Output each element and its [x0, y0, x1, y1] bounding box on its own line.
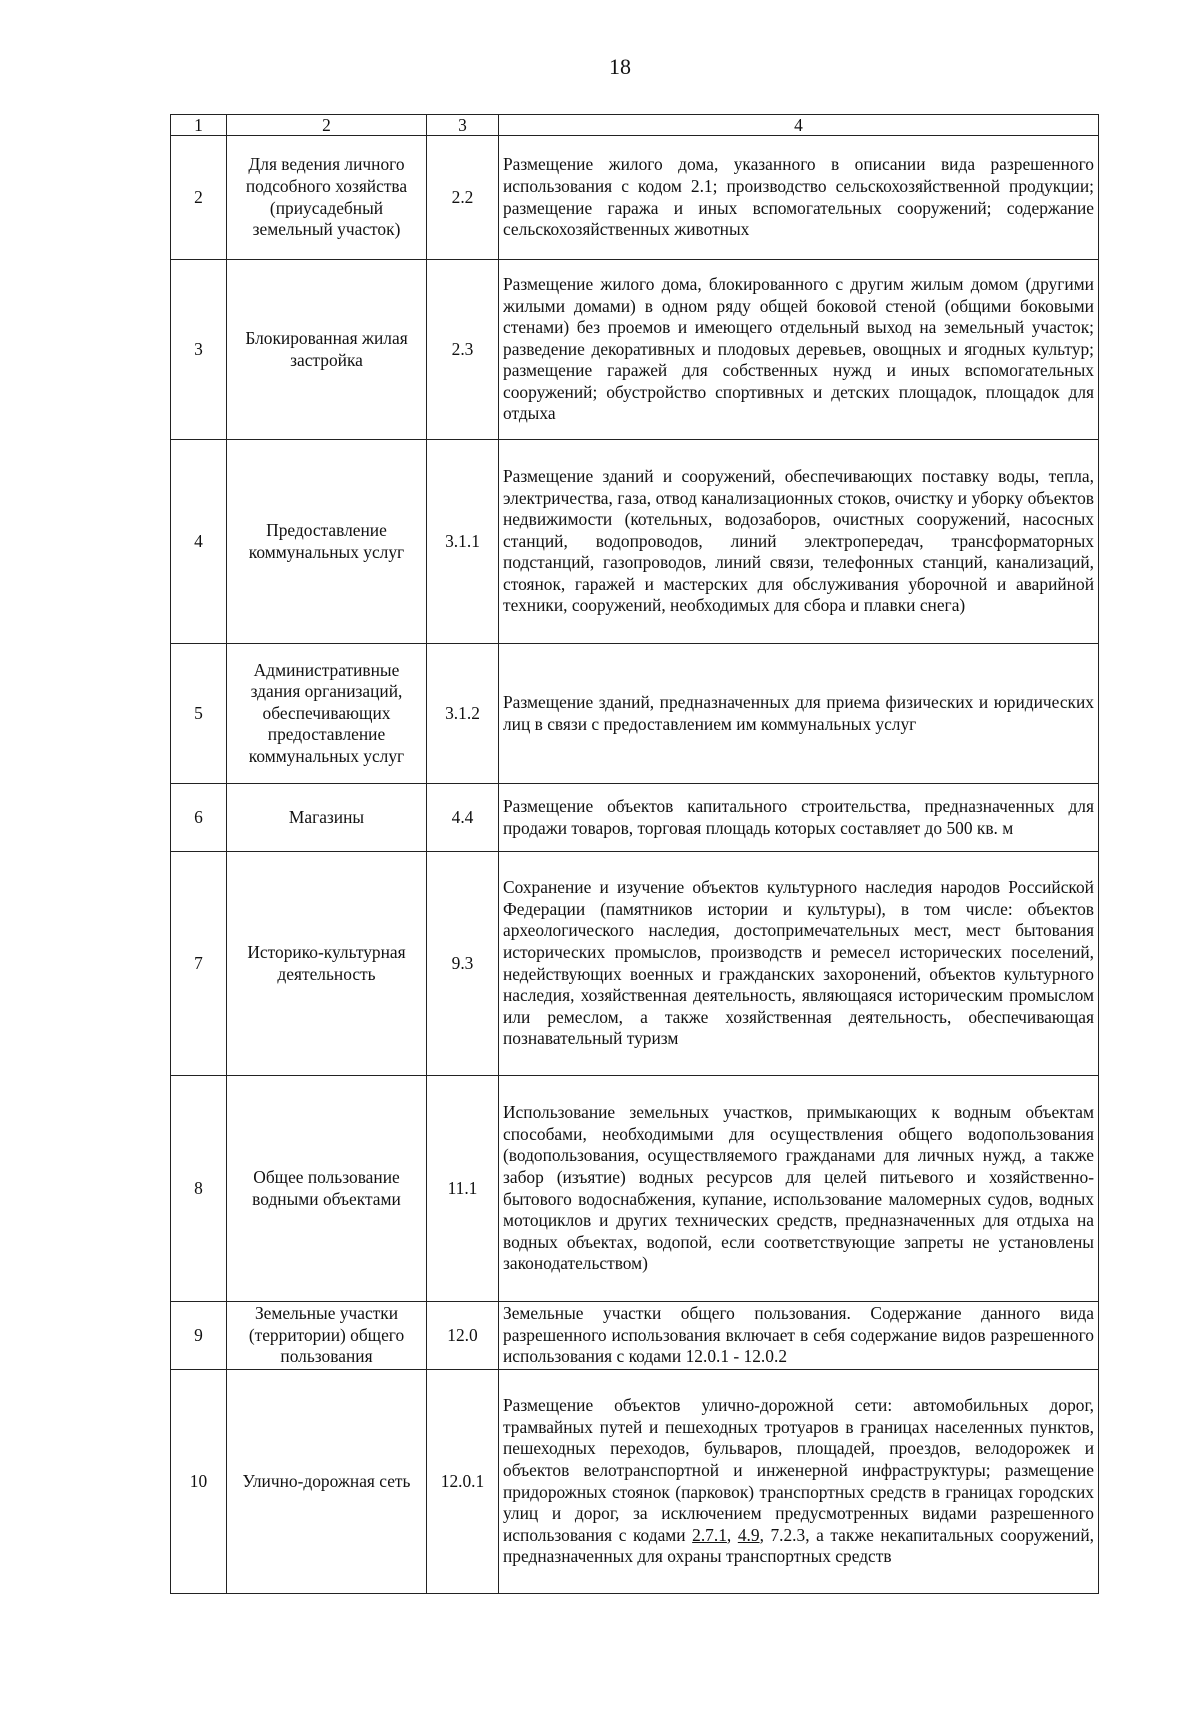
table-header-row: [171, 115, 1099, 136]
use-type-code: 3.1.2: [427, 644, 499, 784]
table-row: [171, 852, 1099, 1076]
use-type-description: Размещение зданий, предназначенных для приема физических и юридических лиц в связи с предоставлением им коммунальных услуг: [499, 644, 1099, 784]
row-number: 5: [171, 644, 227, 784]
use-type-description: Земельные участки общего пользования. Содержание данного вида разрешенного использования включает в себя содержание видов разрешенного использования с кодами 12.0.1 - 12.0.2: [499, 1302, 1099, 1370]
use-type-code: 2.3: [427, 260, 499, 440]
header-cell: 2: [227, 115, 427, 136]
use-type-description: Размещение жилого дома, блокированного с другим жилым домом (другими жилыми домами) в одном ряду общей боковой стеной (общими боковыми стенами) без проемов и имеющего отдельный выход на земельный участок; разведение декоративных и плодовых деревьев, овощных и ягодных культур; размещение гаражей для собственных нужд и иных вспомогательных сооружений; обустройство спортивных и детских площадок, площадок для отдыха: [499, 260, 1099, 440]
table-row: [171, 136, 1099, 260]
use-type-code: 11.1: [427, 1076, 499, 1302]
table-row: [171, 1370, 1099, 1594]
row-number: 8: [171, 1076, 227, 1302]
land-use-table: [170, 114, 1099, 1594]
table-row: [171, 644, 1099, 784]
use-type-name: Улично-дорожная сеть: [227, 1370, 427, 1594]
row-number: 10: [171, 1370, 227, 1594]
description-separator: ,: [726, 1524, 738, 1545]
use-type-description: Размещение зданий и сооружений, обеспечивающих поставку воды, тепла, электричества, газа, отвод канализационных стоков, очистку и уборку объектов недвижимости (котельных, водозаборов, очистных сооружений, насосных станций, водопроводов, линий электропередач, трансформаторных подстанций, газопроводов, линий связи, телефонных станций, канализаций, стоянок, гаражей и мастерских для обслуживания уборочной и аварийной техники, сооружений, необходимых для сбора и плавки снега): [499, 440, 1099, 644]
use-type-name: Блокированная жилая застройка: [227, 260, 427, 440]
description-text: Размещение объектов улично-дорожной сети: автомобильных дорог, трамвайных путей и пешеходных тротуаров в границах населенных пунктов, пешеходных переходов, бульваров, площадей, проездов, велодорожек и объектов велотранспортной и инженерной инфраструктуры; размещение придорожных стоянок (парковок) транспортных средств в границах городских улиц и дорог, за исключением предусмотренных видами разрешенного использования с кодами: [503, 1395, 1094, 1545]
page-number: 18: [609, 54, 631, 79]
use-type-description: Сохранение и изучение объектов культурного наследия народов Российской Федерации (памятников истории и культуры), в том числе: объектов археологического наследия, достопримечательных мест, мест бытования исторических промыслов, производств и ремесел исторических поселений, недействующих военных и гражданских захоронений, объектов культурного наследия, хозяйственная деятельность, являющаяся историческим промыслом или ремеслом, а также хозяйственная деятельность, обеспечивающая познавательный туризм: [499, 852, 1099, 1076]
table-row: [171, 260, 1099, 440]
use-type-description: [499, 1370, 1099, 1594]
row-number: 4: [171, 440, 227, 644]
table-row: [171, 784, 1099, 852]
use-type-name: Земельные участки (территории) общего пользования: [227, 1302, 427, 1370]
use-type-name: Историко-культурная деятельность: [227, 852, 427, 1076]
header-cell: 1: [171, 115, 227, 136]
row-number: 9: [171, 1302, 227, 1370]
table-row: [171, 1076, 1099, 1302]
use-type-code: 3.1.1: [427, 440, 499, 644]
use-type-code: 12.0: [427, 1302, 499, 1370]
use-type-description: Размещение жилого дома, указанного в описании вида разрешенного использования с кодом 2.1; производство сельскохозяйственной продукции; размещение гаража и иных вспомогательных сооружений; содержание сельскохозяйственных животных: [499, 136, 1099, 260]
row-number: 7: [171, 852, 227, 1076]
table-row: [171, 440, 1099, 644]
table-row: [171, 1302, 1099, 1370]
use-type-code: 4.4: [427, 784, 499, 852]
use-type-name: Общее пользование водными объектами: [227, 1076, 427, 1302]
use-type-description: Использование земельных участков, примыкающих к водным объектам способами, необходимыми для осуществления общего водопользования (водопользования, осуществляемого гражданами для личных нужд, а также забор (изъятие) водных ресурсов для целей питьевого и хозяйственно-бытового водоснабжения, купание, использование маломерных судов, водных мотоциклов и других технических средств, предназначенных для отдыха на водных объектах, водопой, если соответствующие запреты не установлены законодательством): [499, 1076, 1099, 1302]
use-type-name: Для ведения личного подсобного хозяйства (приусадебный земельный участок): [227, 136, 427, 260]
header-cell: 3: [427, 115, 499, 136]
use-type-code: 2.2: [427, 136, 499, 260]
use-type-name: Магазины: [227, 784, 427, 852]
row-number: 2: [171, 136, 227, 260]
use-type-description: Размещение объектов капитального строительства, предназначенных для продажи товаров, торговая площадь которых составляет до 500 кв. м: [499, 784, 1099, 852]
header-cell: 4: [499, 115, 1099, 136]
use-type-name: Административные здания организаций, обеспечивающих предоставление коммунальных услуг: [227, 644, 427, 784]
row-number: 6: [171, 784, 227, 852]
row-number: 3: [171, 260, 227, 440]
use-type-code: 12.0.1: [427, 1370, 499, 1594]
code-link-2-7-1[interactable]: 2.7.1: [692, 1524, 727, 1545]
use-type-name: Предоставление коммунальных услуг: [227, 440, 427, 644]
description-text-end: , 7.2.3, а также некапитальных сооружений, предназначенных для охраны транспортных средств: [503, 1524, 1095, 1567]
code-link-4-9[interactable]: 4.9: [737, 1524, 760, 1545]
use-type-code: 9.3: [427, 852, 499, 1076]
